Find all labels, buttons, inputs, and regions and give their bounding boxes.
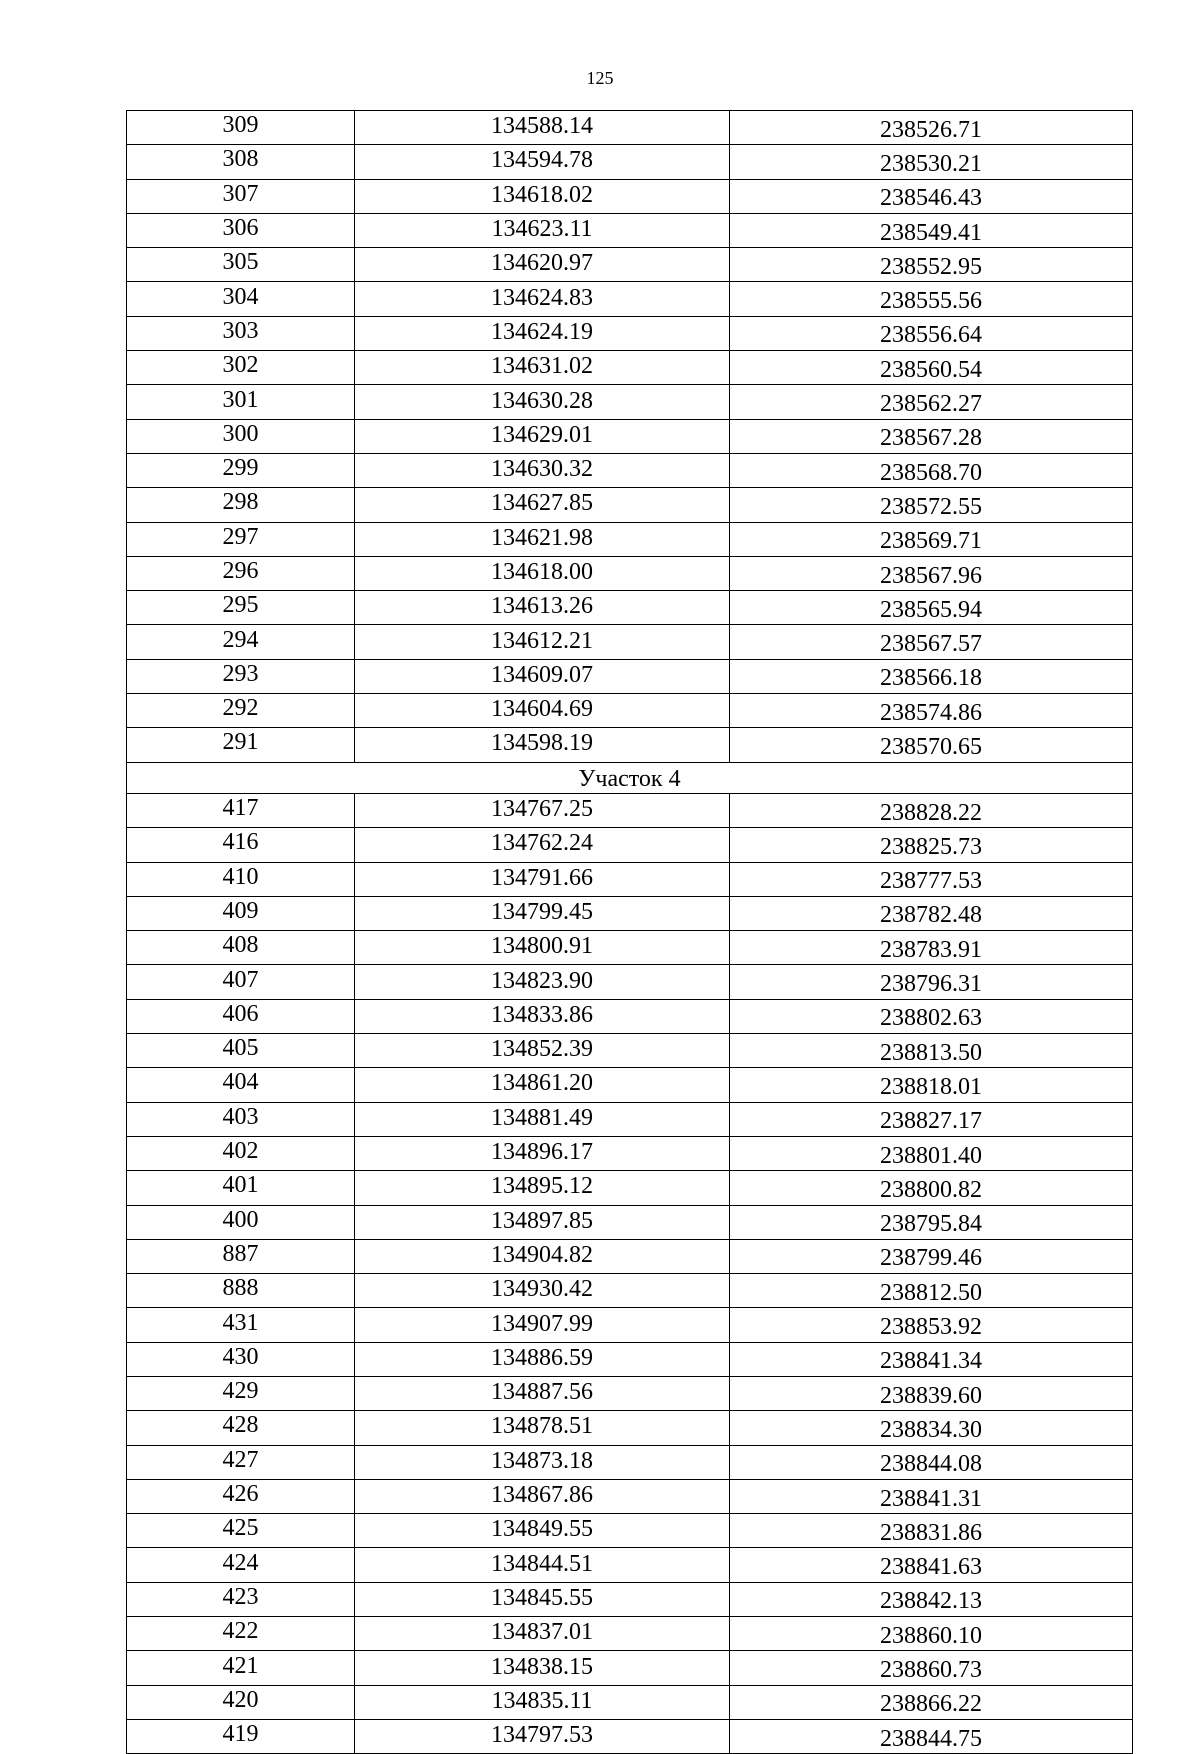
y-coordinate-cell: 238839.60 [730, 1376, 1133, 1410]
x-coordinate-cell: 134873.18 [355, 1445, 730, 1479]
y-coordinate-cell: 238567.57 [730, 625, 1133, 659]
table-row [127, 591, 1133, 625]
y-coordinate-cell: 238782.48 [730, 896, 1133, 930]
x-coordinate-cell: 134823.90 [355, 965, 730, 999]
x-coordinate-cell: 134618.00 [355, 556, 730, 590]
point-number-cell: 402 [127, 1136, 355, 1170]
y-coordinate-cell: 238841.63 [730, 1548, 1133, 1582]
y-coordinate-cell: 238568.70 [730, 453, 1133, 487]
y-coordinate-cell: 238562.27 [730, 385, 1133, 419]
y-coordinate-cell: 238530.21 [730, 145, 1133, 179]
table-row [127, 1685, 1133, 1719]
point-number-cell: 293 [127, 659, 355, 693]
x-coordinate-cell: 134930.42 [355, 1274, 730, 1308]
table-row [127, 453, 1133, 487]
y-coordinate-cell: 238556.64 [730, 316, 1133, 350]
y-coordinate-cell: 238841.34 [730, 1342, 1133, 1376]
point-number-cell: 417 [127, 793, 355, 827]
x-coordinate-cell: 134852.39 [355, 1034, 730, 1068]
page-number: 125 [586, 68, 614, 88]
table-row [127, 1651, 1133, 1685]
x-coordinate-cell: 134838.15 [355, 1651, 730, 1685]
x-coordinate-cell: 134598.19 [355, 728, 730, 762]
y-coordinate-cell: 238570.65 [730, 728, 1133, 762]
x-coordinate-cell: 134897.85 [355, 1205, 730, 1239]
point-number-cell: 304 [127, 282, 355, 316]
table-row [127, 556, 1133, 590]
x-coordinate-cell: 134886.59 [355, 1342, 730, 1376]
table-row [127, 248, 1133, 282]
y-coordinate-cell: 238566.18 [730, 659, 1133, 693]
table-row [127, 896, 1133, 930]
table-row [127, 625, 1133, 659]
table-row [127, 1136, 1133, 1170]
y-coordinate-cell: 238783.91 [730, 931, 1133, 965]
x-coordinate-cell: 134612.21 [355, 625, 730, 659]
point-number-cell: 303 [127, 316, 355, 350]
table-row [127, 1342, 1133, 1376]
x-coordinate-cell: 134630.32 [355, 453, 730, 487]
x-coordinate-cell: 134627.85 [355, 488, 730, 522]
x-coordinate-cell: 134861.20 [355, 1068, 730, 1102]
point-number-cell: 292 [127, 694, 355, 728]
y-coordinate-cell: 238526.71 [730, 111, 1133, 145]
x-coordinate-cell: 134835.11 [355, 1685, 730, 1719]
table-row [127, 1102, 1133, 1136]
table-row [127, 522, 1133, 556]
point-number-cell: 300 [127, 419, 355, 453]
point-number-cell: 291 [127, 728, 355, 762]
x-coordinate-cell: 134837.01 [355, 1617, 730, 1651]
table-row [127, 1034, 1133, 1068]
point-number-cell: 305 [127, 248, 355, 282]
y-coordinate-cell: 238572.55 [730, 488, 1133, 522]
point-number-cell: 431 [127, 1308, 355, 1342]
table-row [127, 145, 1133, 179]
table-row [127, 488, 1133, 522]
point-number-cell: 422 [127, 1617, 355, 1651]
point-number-cell: 299 [127, 453, 355, 487]
x-coordinate-cell: 134887.56 [355, 1376, 730, 1410]
table-row [127, 1582, 1133, 1616]
table-row [127, 1445, 1133, 1479]
point-number-cell: 416 [127, 828, 355, 862]
x-coordinate-cell: 134594.78 [355, 145, 730, 179]
table-row [127, 1376, 1133, 1410]
table-row [127, 931, 1133, 965]
y-coordinate-cell: 238567.28 [730, 419, 1133, 453]
table-row [127, 659, 1133, 693]
table-row [127, 351, 1133, 385]
table-row [127, 179, 1133, 213]
y-coordinate-cell: 238831.86 [730, 1514, 1133, 1548]
table-row [127, 419, 1133, 453]
x-coordinate-cell: 134631.02 [355, 351, 730, 385]
point-number-cell: 309 [127, 111, 355, 145]
point-number-cell: 426 [127, 1479, 355, 1513]
table-row [127, 1068, 1133, 1102]
y-coordinate-cell: 238801.40 [730, 1136, 1133, 1170]
point-number-cell: 404 [127, 1068, 355, 1102]
y-coordinate-cell: 238560.54 [730, 351, 1133, 385]
y-coordinate-cell: 238818.01 [730, 1068, 1133, 1102]
x-coordinate-cell: 134618.02 [355, 179, 730, 213]
point-number-cell: 428 [127, 1411, 355, 1445]
table-row [127, 1514, 1133, 1548]
y-coordinate-cell: 238552.95 [730, 248, 1133, 282]
table-row [127, 1719, 1133, 1753]
y-coordinate-cell: 238546.43 [730, 179, 1133, 213]
point-number-cell: 400 [127, 1205, 355, 1239]
point-number-cell: 419 [127, 1719, 355, 1753]
point-number-cell: 427 [127, 1445, 355, 1479]
x-coordinate-cell: 134895.12 [355, 1171, 730, 1205]
table-row [127, 1239, 1133, 1273]
y-coordinate-cell: 238555.56 [730, 282, 1133, 316]
section-title: Участок 4 [127, 762, 1133, 793]
point-number-cell: 294 [127, 625, 355, 659]
x-coordinate-cell: 134620.97 [355, 248, 730, 282]
y-coordinate-cell: 238853.92 [730, 1308, 1133, 1342]
x-coordinate-cell: 134867.86 [355, 1479, 730, 1513]
table-row [127, 1274, 1133, 1308]
point-number-cell: 403 [127, 1102, 355, 1136]
point-number-cell: 429 [127, 1376, 355, 1410]
point-number-cell: 296 [127, 556, 355, 590]
y-coordinate-cell: 238549.41 [730, 213, 1133, 247]
point-number-cell: 423 [127, 1582, 355, 1616]
x-coordinate-cell: 134629.01 [355, 419, 730, 453]
x-coordinate-cell: 134904.82 [355, 1239, 730, 1273]
point-number-cell: 307 [127, 179, 355, 213]
x-coordinate-cell: 134624.19 [355, 316, 730, 350]
x-coordinate-cell: 134833.86 [355, 999, 730, 1033]
y-coordinate-cell: 238796.31 [730, 965, 1133, 999]
table-row [127, 965, 1133, 999]
x-coordinate-cell: 134849.55 [355, 1514, 730, 1548]
x-coordinate-cell: 134623.11 [355, 213, 730, 247]
y-coordinate-cell: 238860.10 [730, 1617, 1133, 1651]
coordinates-table-body [127, 111, 1133, 1754]
point-number-cell: 424 [127, 1548, 355, 1582]
table-row [127, 694, 1133, 728]
point-number-cell: 302 [127, 351, 355, 385]
point-number-cell: 888 [127, 1274, 355, 1308]
y-coordinate-cell: 238569.71 [730, 522, 1133, 556]
table-row [127, 1205, 1133, 1239]
x-coordinate-cell: 134799.45 [355, 896, 730, 930]
point-number-cell: 430 [127, 1342, 355, 1376]
y-coordinate-cell: 238828.22 [730, 793, 1133, 827]
y-coordinate-cell: 238827.17 [730, 1102, 1133, 1136]
y-coordinate-cell: 238825.73 [730, 828, 1133, 862]
y-coordinate-cell: 238800.82 [730, 1171, 1133, 1205]
y-coordinate-cell: 238841.31 [730, 1479, 1133, 1513]
x-coordinate-cell: 134762.24 [355, 828, 730, 862]
x-coordinate-cell: 134588.14 [355, 111, 730, 145]
table-row [127, 793, 1133, 827]
table-row [127, 282, 1133, 316]
point-number-cell: 295 [127, 591, 355, 625]
x-coordinate-cell: 134800.91 [355, 931, 730, 965]
point-number-cell: 301 [127, 385, 355, 419]
table-row [127, 1617, 1133, 1651]
point-number-cell: 887 [127, 1239, 355, 1273]
table-row [127, 316, 1133, 350]
point-number-cell: 410 [127, 862, 355, 896]
table-row [127, 385, 1133, 419]
y-coordinate-cell: 238799.46 [730, 1239, 1133, 1273]
table-row [127, 828, 1133, 862]
point-number-cell: 409 [127, 896, 355, 930]
x-coordinate-cell: 134791.66 [355, 862, 730, 896]
x-coordinate-cell: 134896.17 [355, 1136, 730, 1170]
table-row [127, 1171, 1133, 1205]
table-row [127, 213, 1133, 247]
point-number-cell: 308 [127, 145, 355, 179]
table-row [127, 1411, 1133, 1445]
x-coordinate-cell: 134797.53 [355, 1719, 730, 1753]
section-header-row [127, 762, 1133, 793]
point-number-cell: 405 [127, 1034, 355, 1068]
y-coordinate-cell: 238777.53 [730, 862, 1133, 896]
y-coordinate-cell: 238812.50 [730, 1274, 1133, 1308]
y-coordinate-cell: 238860.73 [730, 1651, 1133, 1685]
point-number-cell: 425 [127, 1514, 355, 1548]
point-number-cell: 406 [127, 999, 355, 1033]
table-row [127, 1308, 1133, 1342]
y-coordinate-cell: 238802.63 [730, 999, 1133, 1033]
x-coordinate-cell: 134878.51 [355, 1411, 730, 1445]
y-coordinate-cell: 238866.22 [730, 1685, 1133, 1719]
x-coordinate-cell: 134630.28 [355, 385, 730, 419]
x-coordinate-cell: 134844.51 [355, 1548, 730, 1582]
x-coordinate-cell: 134613.26 [355, 591, 730, 625]
point-number-cell: 298 [127, 488, 355, 522]
x-coordinate-cell: 134881.49 [355, 1102, 730, 1136]
x-coordinate-cell: 134845.55 [355, 1582, 730, 1616]
x-coordinate-cell: 134604.69 [355, 694, 730, 728]
table-row [127, 728, 1133, 762]
point-number-cell: 401 [127, 1171, 355, 1205]
point-number-cell: 421 [127, 1651, 355, 1685]
y-coordinate-cell: 238842.13 [730, 1582, 1133, 1616]
point-number-cell: 306 [127, 213, 355, 247]
x-coordinate-cell: 134621.98 [355, 522, 730, 556]
y-coordinate-cell: 238844.08 [730, 1445, 1133, 1479]
table-row [127, 862, 1133, 896]
y-coordinate-cell: 238565.94 [730, 591, 1133, 625]
x-coordinate-cell: 134767.25 [355, 793, 730, 827]
y-coordinate-cell: 238813.50 [730, 1034, 1133, 1068]
point-number-cell: 408 [127, 931, 355, 965]
x-coordinate-cell: 134609.07 [355, 659, 730, 693]
y-coordinate-cell: 238567.96 [730, 556, 1133, 590]
x-coordinate-cell: 134624.83 [355, 282, 730, 316]
point-number-cell: 420 [127, 1685, 355, 1719]
point-number-cell: 407 [127, 965, 355, 999]
y-coordinate-cell: 238795.84 [730, 1205, 1133, 1239]
x-coordinate-cell: 134907.99 [355, 1308, 730, 1342]
table-row [127, 999, 1133, 1033]
y-coordinate-cell: 238844.75 [730, 1719, 1133, 1753]
y-coordinate-cell: 238574.86 [730, 694, 1133, 728]
table-row [127, 111, 1133, 145]
table-row [127, 1479, 1133, 1513]
point-number-cell: 297 [127, 522, 355, 556]
coordinates-table [126, 110, 1133, 1754]
y-coordinate-cell: 238834.30 [730, 1411, 1133, 1445]
table-row [127, 1548, 1133, 1582]
